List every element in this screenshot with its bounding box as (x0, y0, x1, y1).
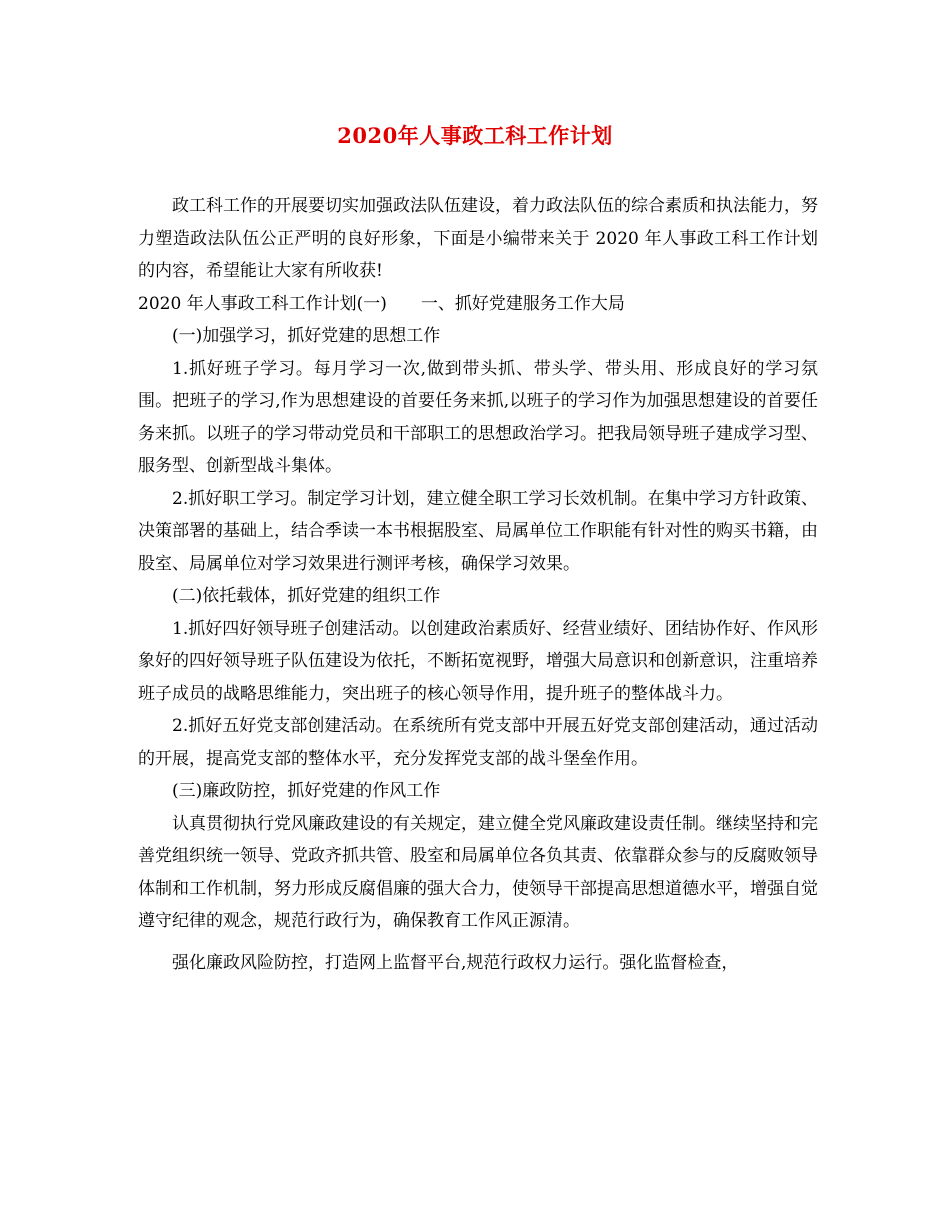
document-title: 2020年人事政工科工作计划 (337, 123, 613, 148)
paragraph-risk-control: 强化廉政风险防控，打造网上监督平台,规范行政权力运行。强化监督检查， (172, 952, 739, 973)
subheading-study: (一)加强学习，抓好党建的思想工作 (172, 326, 441, 346)
paragraph-leadership-study: 1.抓好班子学习。每月学习一次,做到带头抓、带头学、带头用、形成良好的学习氛围。把班子的学习,作为思想建设的首要任务来抓,以班子的学习作为加强思想建设的首要任务来抓。以班子的学习带动党员和干部职工的思想政治学习。把我局领导班子建成学习型、服务型、创新型战斗集体。 (138, 358, 818, 476)
paragraph-five-good-branch: 2.抓好五好党支部创建活动。在系统所有党支部中开展五好党支部创建活动，通过活动的开展，提高党支部的整体水平，充分发挥党支部的战斗堡垒作用。 (138, 716, 818, 769)
paragraph-staff-study: 2.抓好职工学习。制定学习计划，建立健全职工学习长效机制。在集中学习方针政策、决策部署的基础上，结合季读一本书根据股室、局属单位工作职能有针对性的购买书籍，由股室、局属单位对学习效果进行测评考核，确保学习效果。 (138, 488, 818, 574)
document-body (138, 190, 818, 979)
intro-paragraph: 政工科工作的开展要切实加强政法队伍建设，着力政法队伍的综合素质和执法能力，努力塑造政法队伍公正严明的良好形象，下面是小编带来关于 2020 年人事政工科工作计划的内容，希望能让大家有所收获! (138, 196, 818, 281)
subheading-organization: (二)依托载体，抓好党建的组织工作 (172, 586, 441, 606)
subheading-integrity: (三)廉政防控，抓好党建的作风工作 (172, 781, 441, 801)
plan-section-heading: 2020 年人事政工科工作计划(一) 一、抓好党建服务工作大局 (138, 293, 625, 314)
paragraph-four-good-team: 1.抓好四好领导班子创建活动。以创建政治素质好、经营业绩好、团结协作好、作风形象好的四好领导班子队伍建设为依托，不断拓宽视野，增强大局意识和创新意识，注重培养班子成员的战略思维能力，突出班子的核心领导作用，提升班子的整体战斗力。 (138, 618, 818, 704)
paragraph-integrity-rules: 认真贯彻执行党风廉政建设的有关规定，建立健全党风廉政建设责任制。继续坚持和完善党组织统一领导、党政齐抓共管、股室和局属单位各负其责、依靠群众参与的反腐败领导体制和工作机制，努力形成反腐倡廉的强大合力，使领导干部提高思想道德水平，增强自觉遵守纪律的观念，规范行政行为，确保教育工作风正源清。 (138, 813, 818, 931)
